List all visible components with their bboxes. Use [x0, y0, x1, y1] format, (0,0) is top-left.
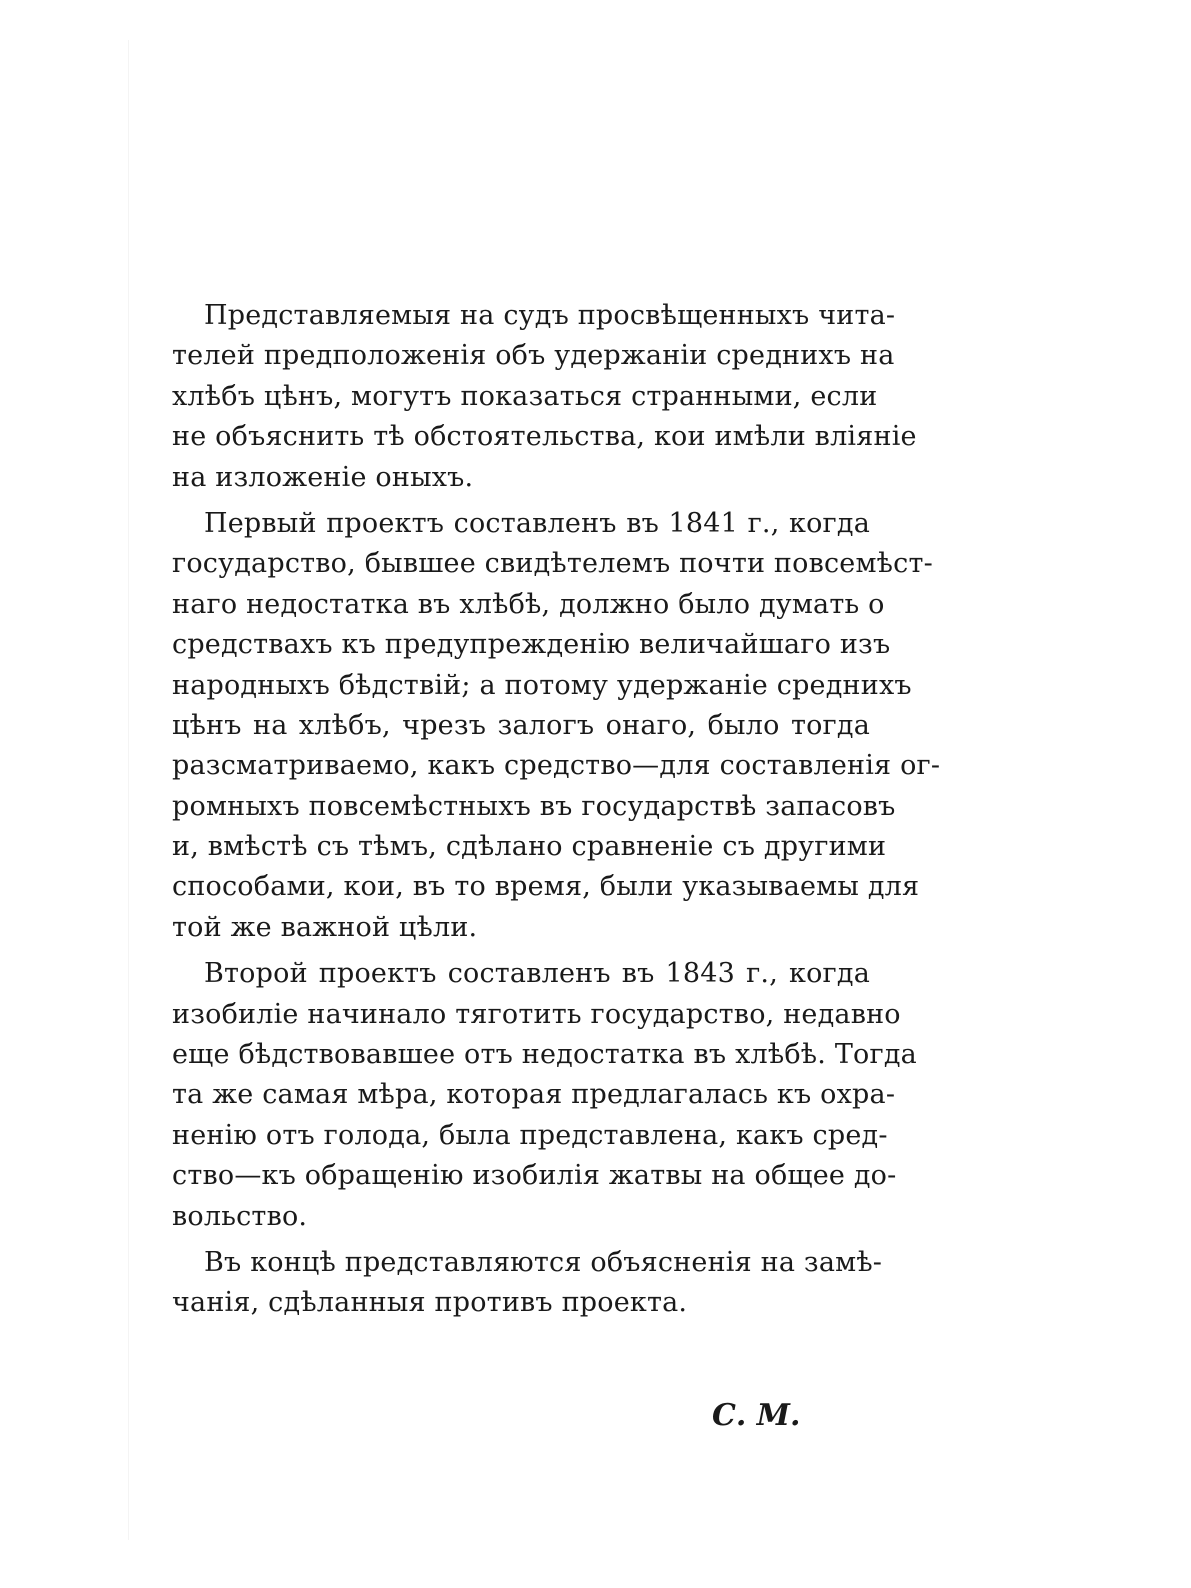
text-line: цѣнъ на хлѣбъ, чрезъ залогъ онаго, было тогда — [172, 709, 870, 741]
text-line: телей предположенія объ удержаніи среднихъ на — [172, 340, 895, 372]
text-line: хлѣбъ цѣнъ, могутъ показаться странными, если — [172, 380, 878, 412]
text-block — [172, 296, 941, 1330]
text-line: еще бѣдствовавшее отъ недостатка въ хлѣбѣ. Тогда — [172, 1039, 917, 1071]
author-signature: С. М. — [712, 1398, 801, 1433]
text-line: вольство. — [172, 1200, 308, 1232]
text-line: та же самая мѣра, которая предлагалась къ охра- — [172, 1079, 896, 1111]
text-line: Въ концѣ представляются объясненія на замѣ- — [204, 1246, 883, 1278]
text-line: ство—къ обращенію изобилія жатвы на общее до- — [172, 1160, 897, 1192]
text-line: Представляемыя на судъ просвѣщенныхъ чита- — [204, 300, 896, 331]
scan-edge-line — [128, 40, 129, 1540]
text-line: чанія, сдѣланныя противъ проекта. — [172, 1287, 688, 1319]
paragraph-2 — [172, 504, 941, 948]
paragraph-3 — [172, 954, 917, 1237]
text-line: ромныхъ повсемѣстныхъ въ государствѣ запасовъ — [172, 790, 896, 822]
text-line: и, вмѣстѣ съ тѣмъ, сдѣлано сравненіе съ другими — [172, 831, 887, 863]
text-line: разсматриваемо, какъ средство—для составленія ог- — [172, 750, 941, 782]
text-line: наго недостатка въ хлѣбѣ, должно было думать о — [172, 588, 885, 620]
text-line: той же важной цѣли. — [172, 911, 478, 943]
text-line: государство, бывшее свидѣтелемъ почти повсемѣст- — [172, 548, 933, 580]
text-line: не объяснить тѣ обстоятельства, кои имѣли вліяніе — [172, 421, 917, 453]
text-line: народныхъ бѣдствій; а потому удержаніе среднихъ — [172, 669, 912, 701]
text-line: средствахъ къ предупрежденію величайшаго изъ — [172, 629, 891, 661]
paragraph-1 — [172, 296, 917, 498]
text-line: на изложеніе оныхъ. — [172, 461, 474, 493]
text-line: изобиліе начинало тяготить государство, недавно — [172, 998, 901, 1030]
paragraph-4 — [172, 1243, 883, 1324]
text-line: Второй проектъ составленъ въ 1843 г., когда — [204, 958, 870, 990]
text-line: Первый проектъ составленъ въ 1841 г., когда — [204, 507, 870, 539]
text-line: способами, кои, въ то время, были указываемы для — [172, 871, 920, 903]
text-line: ненію отъ голода, была представлена, какъ сред- — [172, 1119, 888, 1151]
